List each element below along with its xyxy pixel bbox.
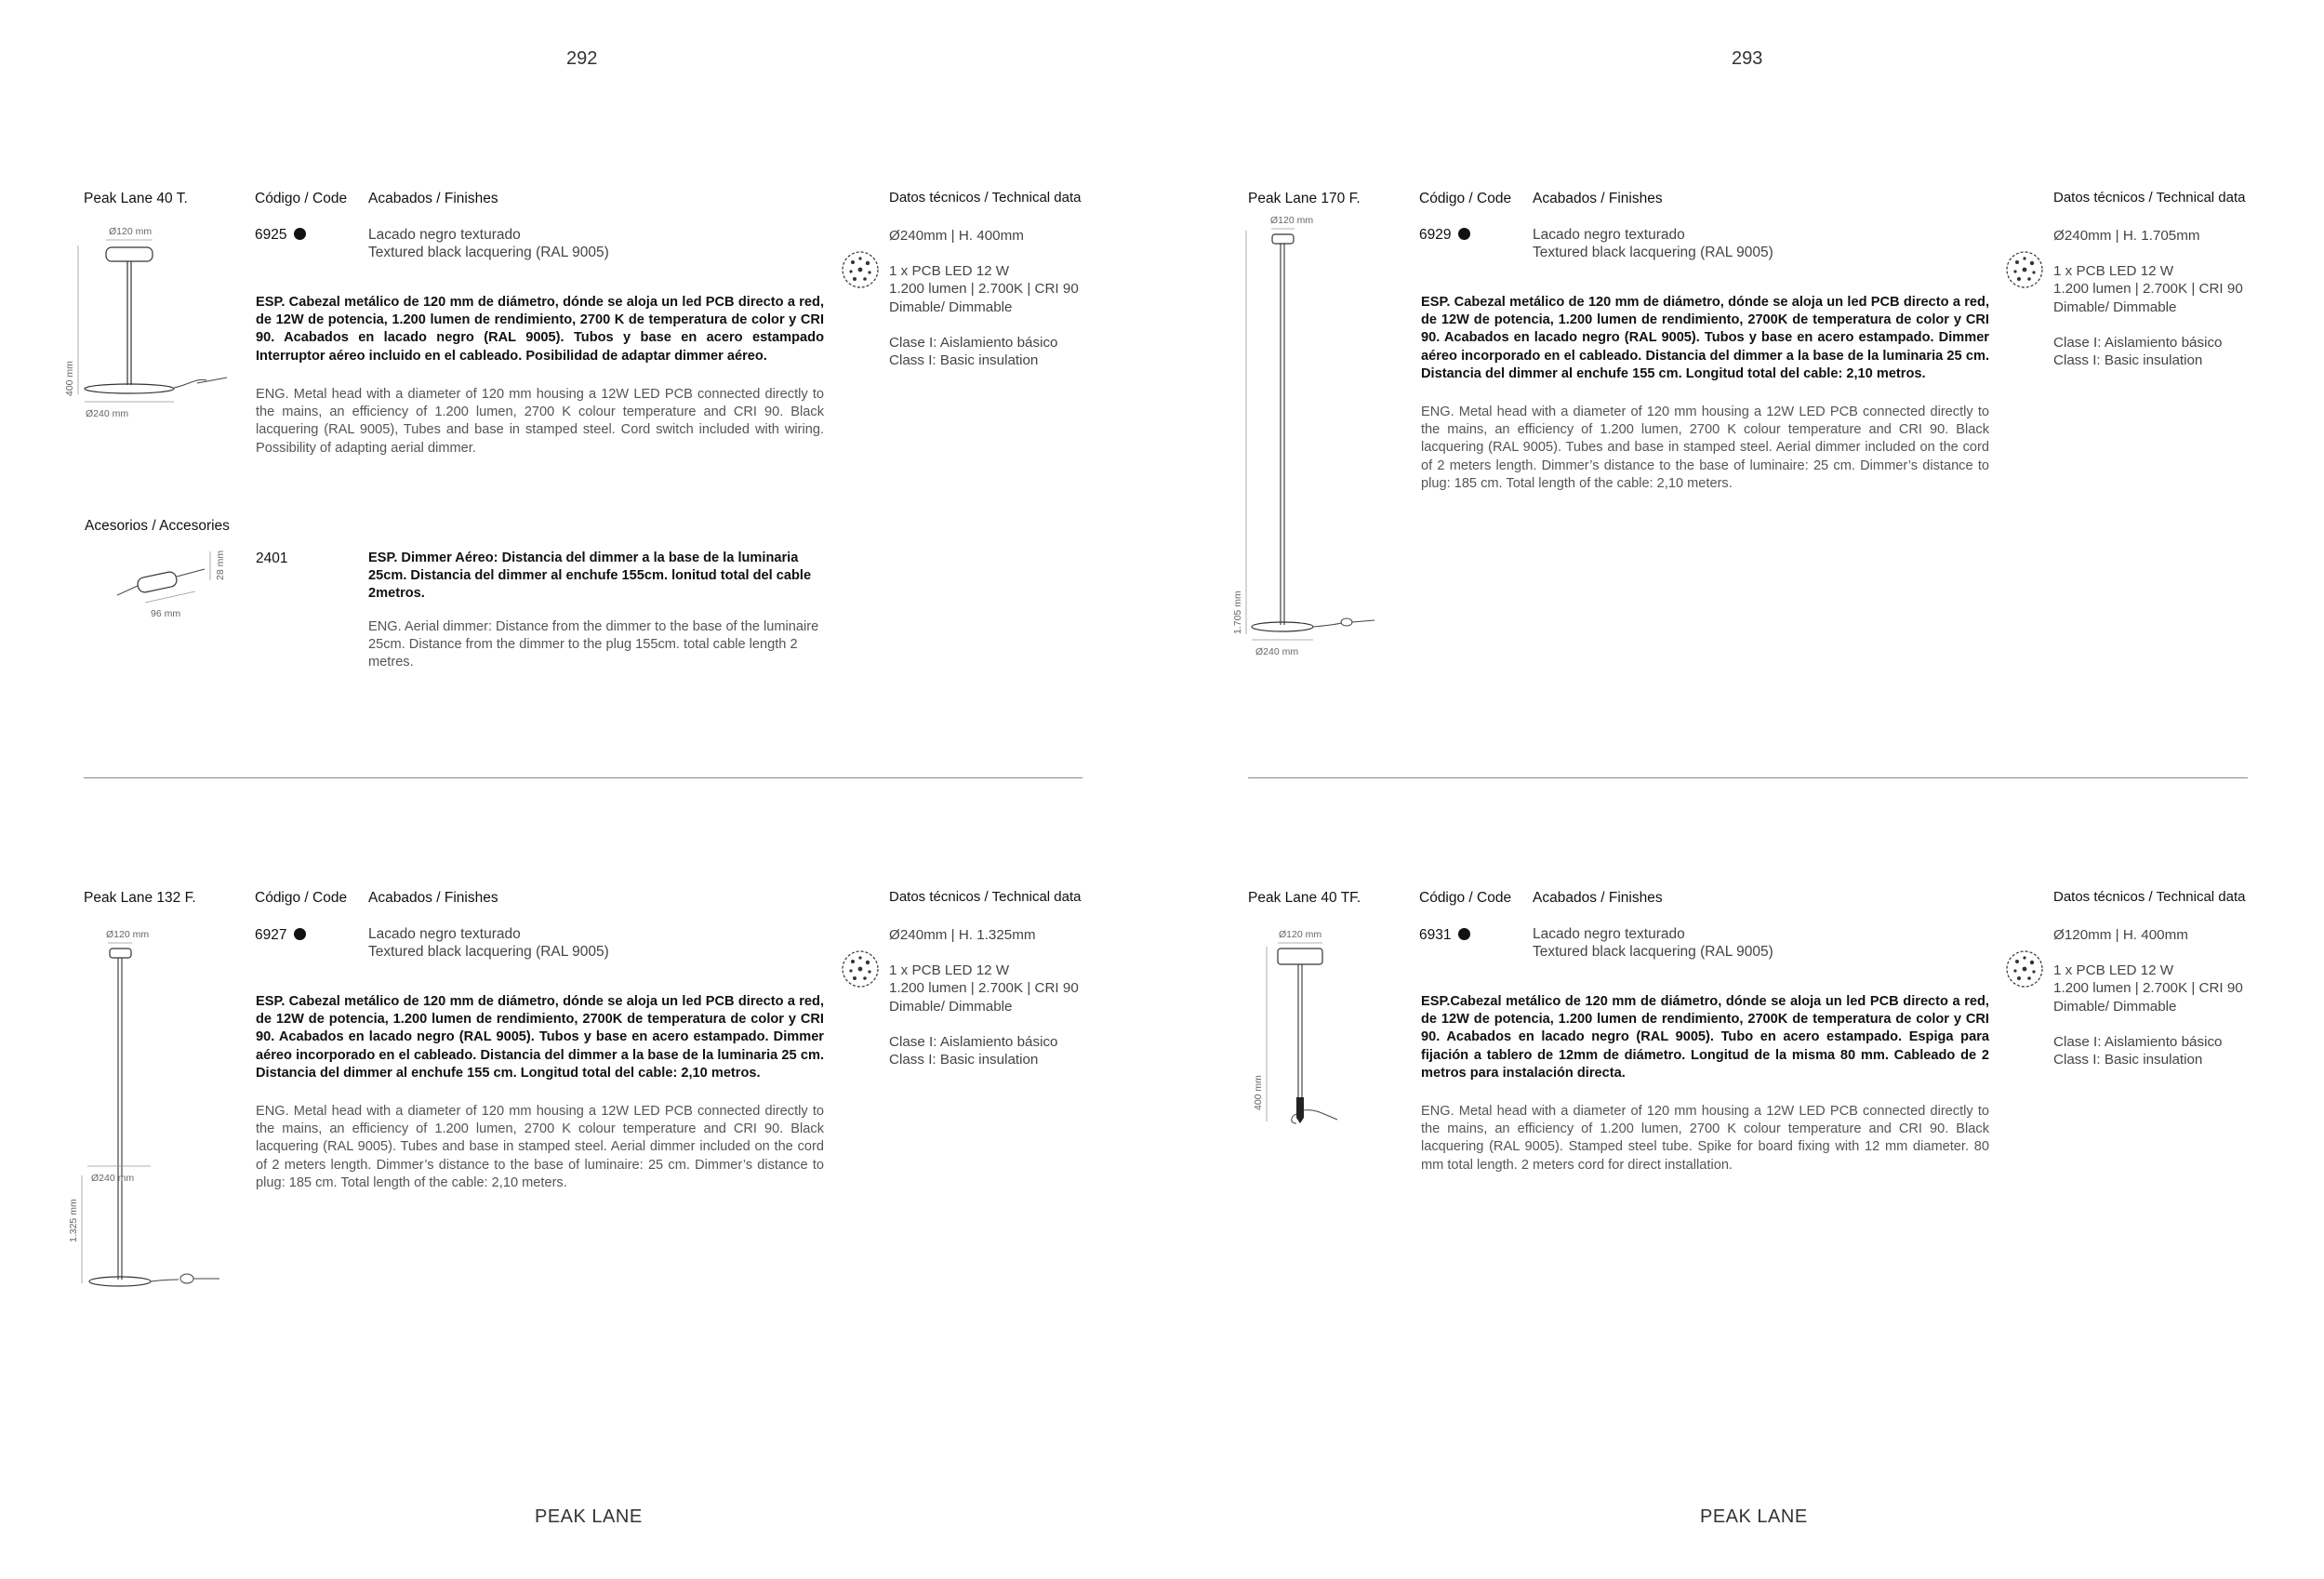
product-name: Peak Lane 40 T. xyxy=(84,191,188,206)
description-esp: ESP. Cabezal metálico de 120 mm de diámetro, dónde se aloja un led PCB directo a red, de 12W de potencia, 1.200 lumen de rendimiento, 2700K de temperatura de color y CRI 90. Acabados en lacado negro (RAL 9005). Tubos y base en acero estampado. Dimmer aéreo incorporado en el cableado. Distancia del dimmer a la base de la luminaria 25 cm. Distancia del dimmer al enchufe 155 cm. Longitud total del cable: 2,10 metros. xyxy=(1421,295,1989,381)
product-name: Peak Lane 40 TF. xyxy=(1248,890,1361,906)
tech-data-block: Ø240mm | H. 1.705mm 1 x PCB LED 12 W 1.200 lumen | 2.700K | CRI 90 Dimable/ Dimmable Clase I: Aislamiento básico Class I: Basic insulation xyxy=(2053,227,2267,369)
finish-text: Lacado negro texturado Textured black lacquering (RAL 9005) xyxy=(1533,926,1773,960)
finish-text: Lacado negro texturado Textured black lacquering (RAL 9005) xyxy=(368,926,609,960)
cri-badge-icon xyxy=(2004,249,2045,290)
tech-size: Ø240mm | H. 400mm xyxy=(889,228,1024,244)
dim-height-label: 400 mm xyxy=(64,361,75,396)
dim-height-label: 1.325 mm xyxy=(68,1199,79,1242)
finishes-header: Acabados / Finishes xyxy=(368,191,498,206)
tech-header: Datos técnicos / Technical data xyxy=(889,190,1082,206)
cri-badge-icon xyxy=(2004,949,2045,989)
description-eng: ENG. Metal head with a diameter of 120 mm housing a 12W LED PCB connected directly to the mains, an efficiency of 1.200 lumen, 2700 K colour temperature and CRI 90. Black lacquering (RAL 9005). Tubes and base in stamped steel. Aerial dimmer included on the cord of 2 meters length. Dimmer’s distance to the base of luminaire: 25 cm. Dimmer’s distance to plug: 185 cm. Total length of the cable: 2,10 meters. xyxy=(256,1104,824,1190)
lamp-drawing-132f xyxy=(61,924,229,1296)
tech-data-block: Ø240mm | H. 400mm 1 x PCB LED 12 W 1.200 lumen | 2.700K | CRI 90 Dimable/ Dimmable Clase I: Aislamiento básico Class I: Basic insulation xyxy=(889,227,1103,369)
description-eng: ENG. Metal head with a diameter of 120 mm housing a 12W LED PCB connected directly to the mains, an efficiency of 1.200 lumen, 2700 K colour temperature and CRI 90. Black lacquering (RAL 9005). Tubes and base in stamped steel. Aerial dimmer included on the cord of 2 meters length. Dimmer’s distance to the base of luminaire: 25 cm. Dimmer’s distance to plug: 185 cm. Total length of the cable: 2,10 meters. xyxy=(1421,405,1989,491)
product-code: 6931 xyxy=(1419,927,1470,944)
tech-size: Ø240mm | H. 1.325mm xyxy=(889,927,1036,943)
description-esp: ESP. Cabezal metálico de 120 mm de diámetro, dónde se aloja un led PCB directo a red, de 12W de potencia, 1.200 lumen de rendimiento, 2700K de temperatura de color y CRI 90. Acabados en lacado negro (RAL 9005). Tubos y base en acero estampado. Dimmer aéreo incorporado en el cableado. Distancia del dimmer a la base de la luminaria 25 cm. Distancia del dimmer al enchufe 155 cm. Longitud total del cable: 2,10 metros. xyxy=(256,994,824,1081)
dim-height-label: 400 mm xyxy=(1253,1075,1264,1110)
description-eng: ENG. Metal head with a diameter of 120 mm housing a 12W LED PCB connected directly to the mains, an efficiency of 1.200 lumen, 2700 K colour temperature and CRI 90. Black lacquering (RAL 9005), Tubes and base in stamped steel. Cord switch included with wiring. Possibility of adapting aerial dimmer. xyxy=(256,387,824,456)
description-esp: ESP. Cabezal metálico de 120 mm de diámetro, dónde se aloja un led PCB directo a red, de 12W de potencia, 1.200 lumen de rendimiento, 2700 K de temperatura de color y CRI 90. Acabados en lacado negro (RAL 9005). Tubos y base en acero estampado Interruptor aéreo incluido en el cableado. Posibilidad de adaptar dimmer aéreo. xyxy=(256,295,824,364)
dim-dimmer-length: 96 mm xyxy=(151,608,181,619)
finish-text: Lacado negro texturado Textured black lacquering (RAL 9005) xyxy=(368,227,609,260)
accessory-eng: ENG. Aerial dimmer: Distance from the dimmer to the base of the luminaire 25cm. Distance from the dimmer to the plug 155cm. total cable length 2 metres. xyxy=(368,619,819,670)
accessories-header: Acesorios / Accesories xyxy=(85,518,230,534)
dim-head-label: Ø120 mm xyxy=(109,226,153,237)
dim-head-label: Ø120 mm xyxy=(1279,929,1322,940)
tech-data-block: Ø120mm | H. 400mm 1 x PCB LED 12 W 1.200 lumen | 2.700K | CRI 90 Dimable/ Dimmable Clase I: Aislamiento básico Class I: Basic insulation xyxy=(2053,926,2267,1068)
tech-header: Datos técnicos / Technical data xyxy=(2053,190,2246,206)
finishes-header: Acabados / Finishes xyxy=(1533,890,1663,906)
tech-size: Ø120mm | H. 400mm xyxy=(2053,927,2188,943)
product-name: Peak Lane 132 F. xyxy=(84,890,196,906)
black-finish-dot xyxy=(1458,228,1470,240)
page-number-left: 292 xyxy=(566,48,598,69)
black-finish-dot xyxy=(294,928,306,940)
dim-base-label: Ø240 mm xyxy=(1255,646,1299,657)
divider-right xyxy=(1248,777,2248,778)
footer-right: PEAK LANE xyxy=(1700,1506,1808,1527)
black-finish-dot xyxy=(1458,928,1470,940)
dim-base-label: Ø240 mm xyxy=(91,1173,135,1184)
footer-left: PEAK LANE xyxy=(535,1506,643,1527)
page-number-right: 293 xyxy=(1732,48,1763,69)
finishes-header: Acabados / Finishes xyxy=(368,890,498,906)
accessory-code: 2401 xyxy=(256,551,288,566)
code-header: Código / Code xyxy=(255,191,348,206)
dimmer-drawing xyxy=(110,547,231,623)
lamp-drawing-40tf xyxy=(1246,924,1367,1148)
code-header: Código / Code xyxy=(1419,890,1512,906)
tech-header: Datos técnicos / Technical data xyxy=(889,889,1082,905)
product-code: 6927 xyxy=(255,927,306,944)
product-name: Peak Lane 170 F. xyxy=(1248,191,1361,206)
dim-head-label: Ø120 mm xyxy=(1270,215,1314,226)
dim-base-label: Ø240 mm xyxy=(86,408,129,419)
lamp-drawing-40t xyxy=(58,219,244,426)
dim-dimmer-height: 28 mm xyxy=(215,550,226,580)
lamp-drawing-170f xyxy=(1226,210,1384,660)
tech-header: Datos técnicos / Technical data xyxy=(2053,889,2246,905)
black-finish-dot xyxy=(294,228,306,240)
accessory-esp: ESP. Dimmer Aéreo: Distancia del dimmer a la base de la luminaria 25cm. Distancia del dimmer al enchufe 155cm. lonitud total del cable 2metros. xyxy=(368,551,812,602)
description-eng: ENG. Metal head with a diameter of 120 mm housing a 12W LED PCB connected directly to the mains, an efficiency of 1.200 lumen, 2700 K colour temperature and CRI 90. Black lacquering (RAL 9005). Stamped steel tube. Spike for board fixing with 12 mm diameter. 80 mm total length. 2 meters cord for direct installation. xyxy=(1421,1104,1989,1173)
product-code: 6929 xyxy=(1419,227,1470,244)
finish-text: Lacado negro texturado Textured black lacquering (RAL 9005) xyxy=(1533,227,1773,260)
code-header: Código / Code xyxy=(255,890,348,906)
cri-badge-icon xyxy=(840,249,881,290)
cri-badge-icon xyxy=(840,949,881,989)
tech-data-block: Ø240mm | H. 1.325mm 1 x PCB LED 12 W 1.200 lumen | 2.700K | CRI 90 Dimable/ Dimmable Clase I: Aislamiento básico Class I: Basic insulation xyxy=(889,926,1103,1068)
dim-head-label: Ø120 mm xyxy=(106,929,150,940)
dim-height-label: 1.705 mm xyxy=(1232,590,1243,634)
code-header: Código / Code xyxy=(1419,191,1512,206)
divider-left xyxy=(84,777,1082,778)
tech-size: Ø240mm | H. 1.705mm xyxy=(2053,228,2200,244)
finishes-header: Acabados / Finishes xyxy=(1533,191,1663,206)
product-code: 6925 xyxy=(255,227,306,244)
description-esp: ESP.Cabezal metálico de 120 mm de diámetro, dónde se aloja un led PCB directo a red, de 12W de potencia, 1.200 lumen de rendimiento, 2700K de temperatura de color y CRI 90. Acabados en lacado negro (RAL 9005). Tubo en acero estampado. Espiga para fijación a tablero de 12mm de diámetro. Longitud de la misma 80 mm. Cableado de 2 metros para instalación directa. xyxy=(1421,994,1989,1081)
